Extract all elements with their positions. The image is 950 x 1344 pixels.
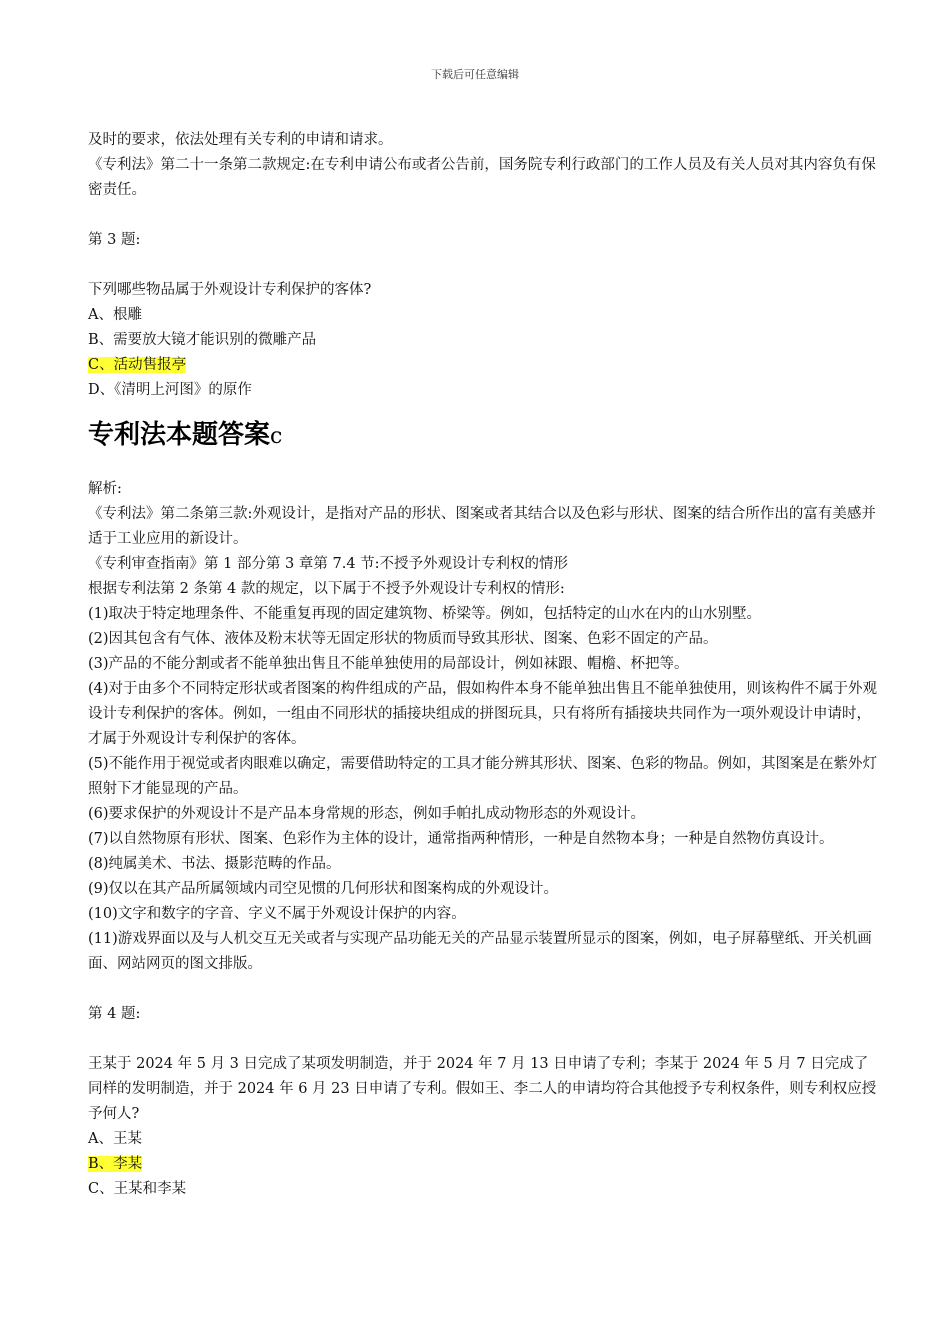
question-3-option-d: D、《清明上河图》的原作 bbox=[88, 382, 252, 398]
spacer bbox=[88, 203, 878, 228]
correct-option-highlight: C、活动售报亭 bbox=[88, 357, 187, 373]
question-4-option-c: C、王某和李某 bbox=[88, 1181, 187, 1197]
question-3-option-c bbox=[88, 353, 878, 378]
analysis-item: (8)纯属美术、书法、摄影范畴的作品。 bbox=[88, 856, 341, 872]
question-4-label: 第 4 题: bbox=[88, 1006, 141, 1022]
spacer bbox=[88, 977, 878, 1002]
analysis-line: 《专利审查指南》第 1 部分第 3 章第 7.4 节:不授予外观设计专利权的情形 bbox=[88, 556, 569, 572]
analysis-item: (5)不能作用于视觉或者肉眼难以确定，需要借助特定的工具才能分辨其形状、图案、色彩的物品。例如，其图案是在紫外灯照射下才能显现的产品。 bbox=[88, 756, 878, 797]
analysis-label: 解析: bbox=[88, 481, 122, 497]
spacer bbox=[88, 1027, 878, 1052]
question-3-label: 第 3 题: bbox=[88, 232, 141, 248]
answer-heading bbox=[88, 417, 878, 455]
analysis-item: (2)因其包含有气体、液体及粉末状等无固定形状的物质而导致其形状、图案、色彩不固定的产品。 bbox=[88, 631, 718, 647]
question-4-option-a: A、王某 bbox=[88, 1131, 142, 1147]
intro-line: 《专利法》第二十一条第二款规定:在专利申请公布或者公告前，国务院专利行政部门的工作人员及有关人员对其内容负有保密责任。 bbox=[88, 157, 876, 198]
question-4-option-b bbox=[88, 1152, 878, 1177]
page-header: 下载后可任意编辑 bbox=[431, 68, 519, 81]
analysis-item: (1)取决于特定地理条件、不能重复再现的固定建筑物、桥梁等。例如，包括特定的山水在内的山水别墅。 bbox=[88, 606, 762, 622]
answer-letter: c bbox=[270, 424, 283, 449]
analysis-line: 《专利法》第二条第三款:外观设计，是指对产品的形状、图案或者其结合以及色彩与形状、图案的结合所作出的富有美感并适于工业应用的新设计。 bbox=[88, 506, 876, 547]
spacer bbox=[88, 253, 878, 278]
analysis-item: (7)以自然物原有形状、图案、色彩作为主体的设计，通常指两种情形，一种是自然物本身；一种是自然物仿真设计。 bbox=[88, 831, 834, 847]
question-3-option-b: B、需要放大镜才能识别的微雕产品 bbox=[88, 332, 317, 348]
analysis-item: (4)对于由多个不同特定形状或者图案的构件组成的产品，假如构件本身不能单独出售且不能单独使用，则该构件不属于外观设计专利保护的客体。例如，一组由不同形状的插接块组成的拼图玩具，只有将所有插接块共同作为一项外观设计申请时，才属于外观设计专利保护的客体。 bbox=[88, 681, 878, 747]
question-3-option-a: A、根雕 bbox=[88, 307, 142, 323]
question-3-text: 下列哪些物品属于外观设计专利保护的客体? bbox=[88, 282, 372, 298]
analysis-item: (6)要求保护的外观设计不是产品本身常规的形态，例如手帕扎成动物形态的外观设计。 bbox=[88, 806, 646, 822]
analysis-item: (9)仅以在其产品所属领域内司空见惯的几何形状和图案构成的外观设计。 bbox=[88, 881, 559, 897]
analysis-item: (10)文字和数字的字音、字义不属于外观设计保护的内容。 bbox=[88, 906, 466, 922]
correct-option-highlight: B、李某 bbox=[88, 1156, 143, 1172]
analysis-item: (11)游戏界面以及与人机交互无关或者与实现产品功能无关的产品显示装置所显示的图案，例如，电子屏幕壁纸、开关机画面、网站网页的图文排版。 bbox=[88, 931, 872, 972]
document-body bbox=[88, 128, 878, 1202]
answer-heading-text: 专利法本题答案 bbox=[88, 420, 271, 450]
analysis-line: 根据专利法第 2 条第 4 款的规定，以下属于不授予外观设计专利权的情形: bbox=[88, 581, 565, 597]
analysis-item: (3)产品的不能分割或者不能单独出售且不能单独使用的局部设计，例如袜跟、帽檐、杯把等。 bbox=[88, 656, 689, 672]
question-4-text: 王某于 2024 年 5 月 3 日完成了某项发明制造，并于 2024 年 7 月 13 日申请了专利；李某于 2024 年 5 月 7 日完成了同样的发明制造，并于 2024 年 6 月 23 日申请了专利。假如王、李二人的申请均符合其他授予专利权条件，则专利权应授予何人? bbox=[88, 1056, 877, 1122]
intro-line: 及时的要求，依法处理有关专利的申请和请求。 bbox=[88, 132, 393, 148]
